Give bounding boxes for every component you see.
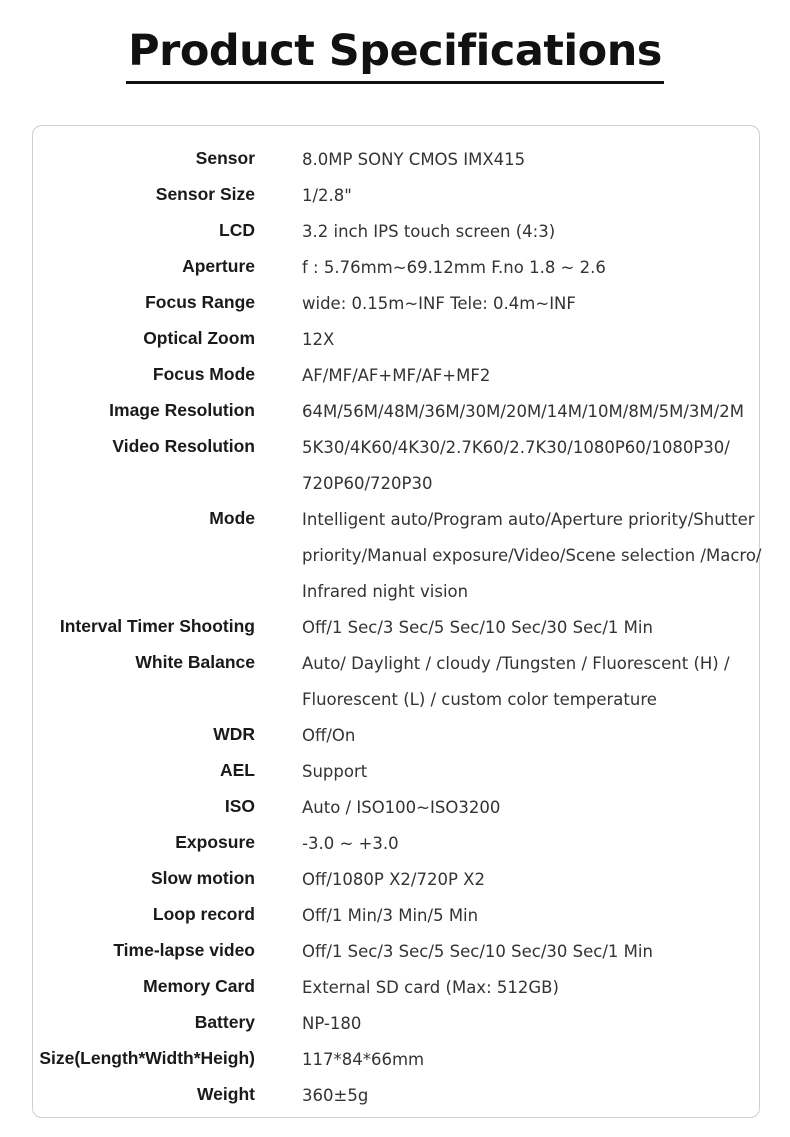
spec-value: [302, 322, 772, 358]
spec-list: [0, 142, 790, 1114]
spec-row: [0, 286, 790, 322]
spec-value: [302, 250, 772, 286]
spec-value-line: Intelligent auto/Program auto/Aperture priority/Shutter: [302, 510, 755, 529]
spec-value: [302, 430, 772, 502]
spec-label: Aperture: [182, 256, 255, 276]
spec-row: [0, 610, 790, 646]
spec-value: [302, 898, 772, 934]
spec-label: Battery: [194, 1012, 255, 1032]
spec-value-line: External SD card (Max: 512GB): [302, 978, 559, 997]
spec-label: Slow motion: [150, 868, 255, 888]
spec-value-line: wide: 0.15m~INF Tele: 0.4m~INF: [302, 294, 576, 313]
spec-value-line: Support: [302, 762, 368, 781]
spec-row: [0, 718, 790, 754]
spec-label: Weight: [196, 1084, 255, 1104]
spec-value-line: NP-180: [302, 1014, 362, 1033]
spec-value-line: Infrared night vision: [302, 582, 469, 601]
spec-value: [302, 1042, 772, 1078]
spec-value: [302, 610, 772, 646]
spec-label: Loop record: [152, 904, 255, 924]
spec-label: ISO: [224, 796, 255, 816]
spec-row: [0, 646, 790, 718]
spec-value: [302, 970, 772, 1006]
spec-label: WDR: [213, 724, 255, 744]
spec-label: Focus Mode: [152, 364, 255, 384]
spec-label: Mode: [209, 508, 255, 528]
spec-label: Focus Range: [145, 292, 255, 312]
spec-value-line: priority/Manual exposure/Video/Scene selection /Macro/: [302, 546, 762, 565]
spec-value: [302, 646, 772, 718]
spec-row: [0, 1006, 790, 1042]
spec-value-line: Off/1 Sec/3 Sec/5 Sec/10 Sec/30 Sec/1 Min: [302, 942, 653, 961]
spec-value: [302, 394, 772, 430]
spec-value-line: Fluorescent (L) / custom color temperature: [302, 690, 657, 709]
spec-value-line: -3.0 ~ +3.0: [302, 834, 399, 853]
spec-row: [0, 826, 790, 862]
spec-value: [302, 862, 772, 898]
spec-value: [302, 1078, 772, 1114]
spec-row: [0, 934, 790, 970]
spec-value-line: Off/1 Min/3 Min/5 Min: [302, 906, 479, 925]
spec-value: [302, 1006, 772, 1042]
spec-value: [302, 142, 772, 178]
spec-row: [0, 970, 790, 1006]
spec-value-line: 1/2.8": [302, 186, 352, 205]
page-title: Product Specifications: [126, 24, 664, 84]
spec-label: AEL: [220, 760, 255, 780]
spec-row: [0, 178, 790, 214]
spec-label: White Balance: [135, 652, 255, 672]
spec-value: [302, 790, 772, 826]
spec-value-line: 5K30/4K60/4K30/2.7K60/2.7K30/1080P60/1080P30/: [302, 438, 730, 457]
spec-row: [0, 862, 790, 898]
spec-row: [0, 142, 790, 178]
spec-row: [0, 502, 790, 610]
spec-value: [302, 214, 772, 250]
spec-label: Optical Zoom: [143, 328, 255, 348]
spec-label: Sensor Size: [155, 184, 255, 204]
spec-row: [0, 250, 790, 286]
spec-label: Memory Card: [143, 976, 255, 996]
spec-row: [0, 358, 790, 394]
spec-label: Exposure: [175, 832, 255, 852]
spec-value-line: 360±5g: [302, 1086, 369, 1105]
spec-value-line: 720P60/720P30: [302, 474, 433, 493]
spec-value-line: 3.2 inch IPS touch screen (4:3): [302, 222, 556, 241]
spec-value: [302, 178, 772, 214]
spec-value: [302, 934, 772, 970]
page-header: [0, 24, 790, 84]
spec-row: [0, 1042, 790, 1078]
spec-row: [0, 1078, 790, 1114]
spec-value: [302, 502, 772, 610]
spec-value: [302, 286, 772, 322]
spec-value-line: Off/1080P X2/720P X2: [302, 870, 485, 889]
spec-value-line: f : 5.76mm~69.12mm F.no 1.8 ~ 2.6: [302, 258, 606, 277]
spec-label: Size(Length*Width*Heigh): [39, 1048, 255, 1068]
spec-value: [302, 754, 772, 790]
spec-label: Time-lapse video: [113, 940, 255, 960]
spec-row: [0, 394, 790, 430]
spec-label: Image Resolution: [109, 400, 255, 420]
spec-row: [0, 790, 790, 826]
spec-value-line: 117*84*66mm: [302, 1050, 425, 1069]
spec-row: [0, 322, 790, 358]
spec-value-line: 64M/56M/48M/36M/30M/20M/14M/10M/8M/5M/3M/2M: [302, 402, 744, 421]
spec-label: LCD: [219, 220, 255, 240]
spec-row: [0, 430, 790, 502]
spec-value-line: 8.0MP SONY CMOS IMX415: [302, 150, 526, 169]
spec-row: [0, 898, 790, 934]
spec-value-line: AF/MF/AF+MF/AF+MF2: [302, 366, 491, 385]
spec-value-line: Auto / ISO100~ISO3200: [302, 798, 501, 817]
spec-value-line: Auto/ Daylight / cloudy /Tungsten / Fluorescent (H) /: [302, 654, 730, 673]
spec-value-line: Off/On: [302, 726, 356, 745]
spec-row: [0, 214, 790, 250]
spec-value-line: Off/1 Sec/3 Sec/5 Sec/10 Sec/30 Sec/1 Min: [302, 618, 653, 637]
spec-label: Interval Timer Shooting: [59, 616, 255, 636]
spec-row: [0, 754, 790, 790]
spec-value: [302, 718, 772, 754]
spec-value: [302, 826, 772, 862]
spec-value: [302, 358, 772, 394]
spec-value-line: 12X: [302, 330, 335, 349]
spec-label: Video Resolution: [112, 436, 255, 456]
spec-label: Sensor: [195, 148, 255, 168]
